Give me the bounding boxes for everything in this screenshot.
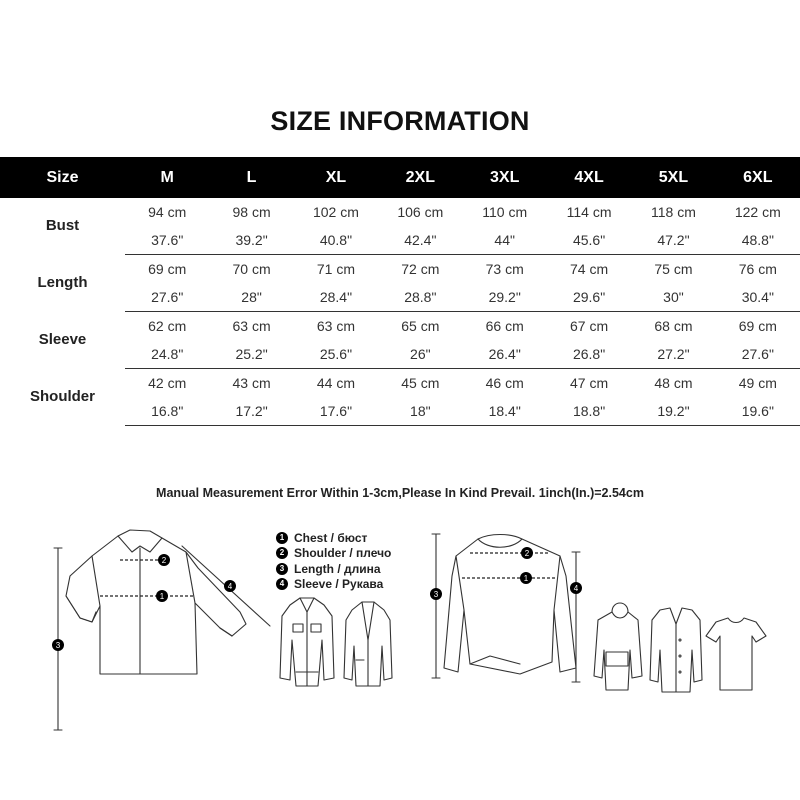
inch-cell: 26" xyxy=(378,340,462,369)
header-cell: M xyxy=(125,157,209,198)
number-markers xyxy=(52,547,582,651)
cm-cell: 65 cm xyxy=(401,318,440,334)
marker-2-sweater xyxy=(521,547,533,559)
cardigan-illustration xyxy=(650,608,702,692)
inch-cell: 28" xyxy=(209,283,293,312)
marker-4 xyxy=(224,580,236,592)
svg-text:3: 3 xyxy=(55,641,61,650)
row-label: Length xyxy=(37,274,88,291)
cm-cell: 72 cm xyxy=(401,261,440,277)
inch-cell: 28.4" xyxy=(294,283,378,312)
inch-cell: 30" xyxy=(631,283,715,312)
header-cell: XL xyxy=(294,157,378,198)
measurement-note: Manual Measurement Error Within 1-3cm,Please In Kind Prevail. 1inch(In.)=2.54cm xyxy=(156,486,644,500)
cm-cell: 62 cm xyxy=(148,318,187,334)
jacket-illustration xyxy=(280,598,334,686)
cm-cell: 73 cm xyxy=(485,261,524,277)
cm-cell: 49 cm xyxy=(738,375,777,391)
inch-cell: 42.4" xyxy=(378,226,462,255)
marker-1-sweater xyxy=(520,572,532,584)
inch-cell: 17.6" xyxy=(294,397,378,426)
svg-text:4: 4 xyxy=(573,584,579,593)
cm-cell: 69 cm xyxy=(148,261,187,277)
inch-cell: 18" xyxy=(378,397,462,426)
svg-text:1: 1 xyxy=(159,592,165,601)
inch-cell: 47.2" xyxy=(631,226,715,255)
header-cell: 5XL xyxy=(631,157,715,198)
inch-cell: 19.2" xyxy=(631,397,715,426)
header-cell: 3XL xyxy=(463,157,547,198)
header-cell: 2XL xyxy=(378,157,462,198)
number-badge: 3 xyxy=(276,563,288,575)
inch-cell: 18.4" xyxy=(463,397,547,426)
inch-cell: 27.2" xyxy=(631,340,715,369)
tshirt-illustration xyxy=(706,618,766,690)
number-badge: 4 xyxy=(276,578,288,590)
marker-2 xyxy=(158,554,170,566)
legend-label: Chest / бюст xyxy=(294,530,368,545)
header-cell: L xyxy=(209,157,293,198)
cm-cell: 114 cm xyxy=(566,204,612,220)
inch-cell: 18.8" xyxy=(547,397,631,426)
cm-cell: 122 cm xyxy=(734,204,781,220)
marker-3-sweater xyxy=(430,588,442,600)
cm-cell: 106 cm xyxy=(397,204,444,220)
inch-cell: 39.2" xyxy=(209,226,293,255)
row-label: Shoulder xyxy=(29,388,95,405)
cm-cell: 110 cm xyxy=(482,204,528,220)
cm-cell: 46 cm xyxy=(485,375,524,391)
cm-cell: 63 cm xyxy=(232,318,271,334)
svg-text:2: 2 xyxy=(524,549,530,558)
cm-cell: 66 cm xyxy=(485,318,524,334)
cm-cell: 45 cm xyxy=(401,375,440,391)
cm-cell: 47 cm xyxy=(570,375,609,391)
svg-text:2: 2 xyxy=(161,556,167,565)
inch-cell: 27.6" xyxy=(716,340,800,369)
cm-cell: 44 cm xyxy=(316,375,355,391)
cm-cell: 75 cm xyxy=(654,261,693,277)
cm-cell: 94 cm xyxy=(148,204,187,220)
cm-cell: 42 cm xyxy=(148,375,187,391)
inch-cell: 48.8" xyxy=(716,226,800,255)
row-label: Bust xyxy=(45,217,80,235)
cm-cell: 63 cm xyxy=(316,318,355,334)
inch-cell: 17.2" xyxy=(209,397,293,426)
marker-1 xyxy=(156,590,168,602)
legend-label: Shoulder / плечо xyxy=(294,546,392,561)
marker-3 xyxy=(52,639,64,651)
marker-4-sweater xyxy=(570,582,582,594)
svg-text:3: 3 xyxy=(433,590,439,599)
inch-cell: 37.6" xyxy=(125,226,209,255)
cm-cell: 69 cm xyxy=(738,318,777,334)
inch-cell: 16.8" xyxy=(125,397,209,426)
svg-text:4: 4 xyxy=(227,582,233,591)
inch-cell: 29.6" xyxy=(547,283,631,312)
cm-cell: 48 cm xyxy=(654,375,693,391)
row-label: Sleeve xyxy=(38,331,87,348)
svg-text:1: 1 xyxy=(523,574,529,583)
cm-cell: 43 cm xyxy=(232,375,271,391)
legend-label: Length / длина xyxy=(294,561,381,576)
blazer-illustration xyxy=(344,602,392,686)
inch-cell: 27.6" xyxy=(125,283,209,312)
inch-cell: 25.6" xyxy=(294,340,378,369)
inch-cell: 40.8" xyxy=(294,226,378,255)
cm-cell: 71 cm xyxy=(316,261,355,277)
inch-cell: 25.2" xyxy=(209,340,293,369)
inch-cell: 24.8" xyxy=(125,340,209,369)
inch-cell: 28.8" xyxy=(378,283,462,312)
cm-cell: 67 cm xyxy=(570,318,609,334)
cm-cell: 70 cm xyxy=(232,261,271,277)
page-title: SIZE INFORMATION xyxy=(270,106,530,136)
legend-label: Sleeve / Рукава xyxy=(294,577,384,592)
sweater-illustration xyxy=(444,535,576,675)
inch-cell: 26.4" xyxy=(463,340,547,369)
cm-cell: 76 cm xyxy=(738,261,777,277)
inch-cell: 26.8" xyxy=(547,340,631,369)
header-cell: 4XL xyxy=(547,157,631,198)
inch-cell: 44" xyxy=(463,226,547,255)
cm-cell: 68 cm xyxy=(654,318,693,334)
cm-cell: 118 cm xyxy=(651,204,696,220)
number-badge: 1 xyxy=(276,532,288,544)
inch-cell: 19.6" xyxy=(716,397,800,426)
cm-cell: 74 cm xyxy=(570,261,609,277)
inch-cell: 45.6" xyxy=(547,226,631,255)
cm-cell: 102 cm xyxy=(312,204,359,220)
number-badge: 2 xyxy=(276,547,288,559)
hoodie-illustration xyxy=(594,603,642,690)
shirt-illustration xyxy=(66,530,246,674)
inch-cell: 30.4" xyxy=(716,283,800,312)
inch-cell: 29.2" xyxy=(463,283,547,312)
header-cell: Size xyxy=(0,157,125,198)
cm-cell: 98 cm xyxy=(232,204,271,220)
header-cell: 6XL xyxy=(716,157,800,198)
